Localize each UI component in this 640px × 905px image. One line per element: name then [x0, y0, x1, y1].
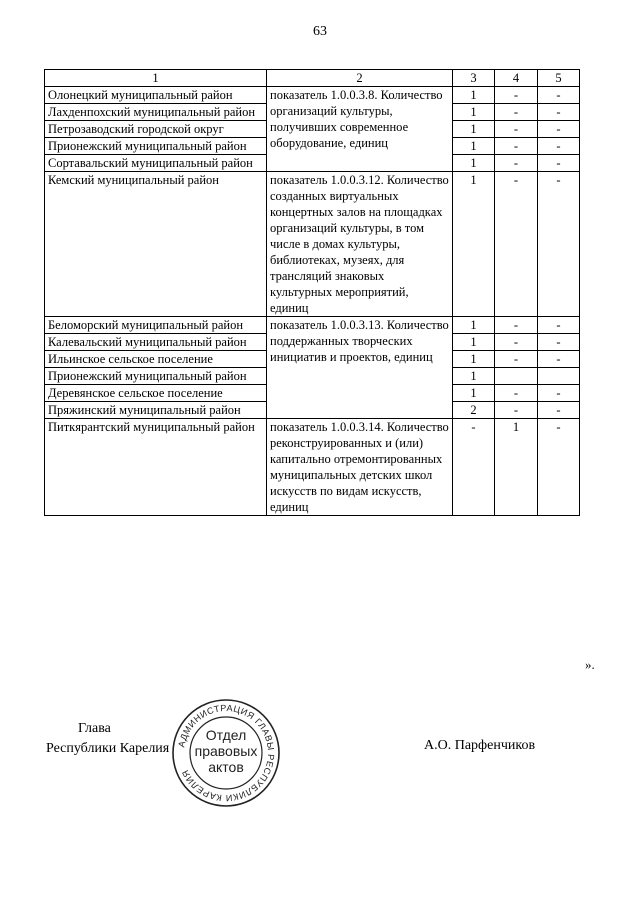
- municipality-name: Сортавальский муниципальный район: [45, 155, 267, 172]
- table-row: [45, 172, 580, 317]
- stamp-seal: [171, 698, 281, 808]
- municipality-name: Прионежский муниципальный район: [45, 368, 267, 385]
- value-col4: -: [495, 317, 538, 334]
- municipality-name: Кемский муниципальный район: [45, 172, 267, 317]
- municipality-name: Олонецкий муниципальный район: [45, 87, 267, 104]
- header-cell: 2: [267, 70, 453, 87]
- value-col3: 1: [453, 317, 495, 334]
- page-number: 63: [313, 24, 327, 39]
- value-col3: 2: [453, 402, 495, 419]
- signature-title-line2: Республики Карелия: [46, 741, 170, 756]
- value-col5: -: [538, 138, 580, 155]
- value-col3: -: [453, 419, 495, 516]
- value-col3: 1: [453, 172, 495, 317]
- indicator-description: показатель 1.0.0.3.12. Количество созданных виртуальных концертных залов на площадках организаций культуры, в том числе в домах культуры, библиотеках, музеях, для трансляций знаковых культурных мероприятий, единиц: [267, 172, 453, 317]
- signatory-name: А.О. Парфенчиков: [424, 738, 536, 753]
- table-row: [45, 317, 580, 334]
- value-col5: -: [538, 402, 580, 419]
- value-col5: -: [538, 419, 580, 516]
- municipality-name: Питкярантский муниципальный район: [45, 419, 267, 516]
- municipality-name: Пряжинский муниципальный район: [45, 402, 267, 419]
- value-col4: [495, 368, 538, 385]
- municipality-name: Прионежский муниципальный район: [45, 138, 267, 155]
- stamp-line3: актов: [208, 759, 244, 775]
- value-col3: 1: [453, 104, 495, 121]
- value-col4: -: [495, 385, 538, 402]
- value-col5: -: [538, 334, 580, 351]
- value-col4: 1: [495, 419, 538, 516]
- municipality-name: Ильинское сельское поселение: [45, 351, 267, 368]
- value-col5: -: [538, 172, 580, 317]
- value-col4: -: [495, 104, 538, 121]
- municipality-name: Лахденпохский муниципальный район: [45, 104, 267, 121]
- value-col4: -: [495, 138, 538, 155]
- value-col3: 1: [453, 334, 495, 351]
- value-col4: -: [495, 351, 538, 368]
- value-col3: 1: [453, 385, 495, 402]
- value-col5: -: [538, 317, 580, 334]
- table-header-row: [45, 70, 580, 87]
- stamp-line2: правовых: [194, 743, 258, 759]
- header-cell: 4: [495, 70, 538, 87]
- value-col3: 1: [453, 351, 495, 368]
- municipality-name: Калевальский муниципальный район: [45, 334, 267, 351]
- indicator-description: показатель 1.0.0.3.14. Количество реконструированных и (или) капитально отремонтированных муниципальных детских школ искусств по видам искусств, единиц: [267, 419, 453, 516]
- header-cell: 3: [453, 70, 495, 87]
- table-row: [45, 419, 580, 516]
- municipality-name: Петрозаводский городской округ: [45, 121, 267, 138]
- value-col3: 1: [453, 87, 495, 104]
- value-col5: -: [538, 155, 580, 172]
- value-col5: -: [538, 351, 580, 368]
- value-col5: [538, 368, 580, 385]
- value-col3: 1: [453, 138, 495, 155]
- value-col5: -: [538, 385, 580, 402]
- value-col4: -: [495, 172, 538, 317]
- value-col4: -: [495, 87, 538, 104]
- value-col4: -: [495, 402, 538, 419]
- header-cell: 5: [538, 70, 580, 87]
- value-col3: 1: [453, 368, 495, 385]
- value-col5: -: [538, 104, 580, 121]
- value-col4: -: [495, 334, 538, 351]
- indicators-table: [44, 69, 580, 516]
- header-cell: 1: [45, 70, 267, 87]
- value-col5: -: [538, 121, 580, 138]
- table-row: [45, 87, 580, 104]
- indicator-description: показатель 1.0.0.3.13. Количество поддержанных творческих инициатив и проектов, единиц: [267, 317, 453, 419]
- value-col3: 1: [453, 121, 495, 138]
- stamp-line1: Отдел: [205, 727, 247, 743]
- municipality-name: Беломорский муниципальный район: [45, 317, 267, 334]
- value-col3: 1: [453, 155, 495, 172]
- closing-quote: ».: [585, 657, 595, 672]
- signature-title: [46, 719, 169, 759]
- municipality-name: Деревянское сельское поселение: [45, 385, 267, 402]
- indicator-description: показатель 1.0.0.3.8. Количество организаций культуры, получивших современное оборудование, единиц: [267, 87, 453, 172]
- stamp-ring-text: АДМИНИСТРАЦИЯ ГЛАВЫ РЕСПУБЛИКИ КАРЕЛИЯ: [176, 702, 277, 804]
- signature-title-line1: Глава: [78, 721, 111, 736]
- value-col4: -: [495, 155, 538, 172]
- value-col5: -: [538, 87, 580, 104]
- value-col4: -: [495, 121, 538, 138]
